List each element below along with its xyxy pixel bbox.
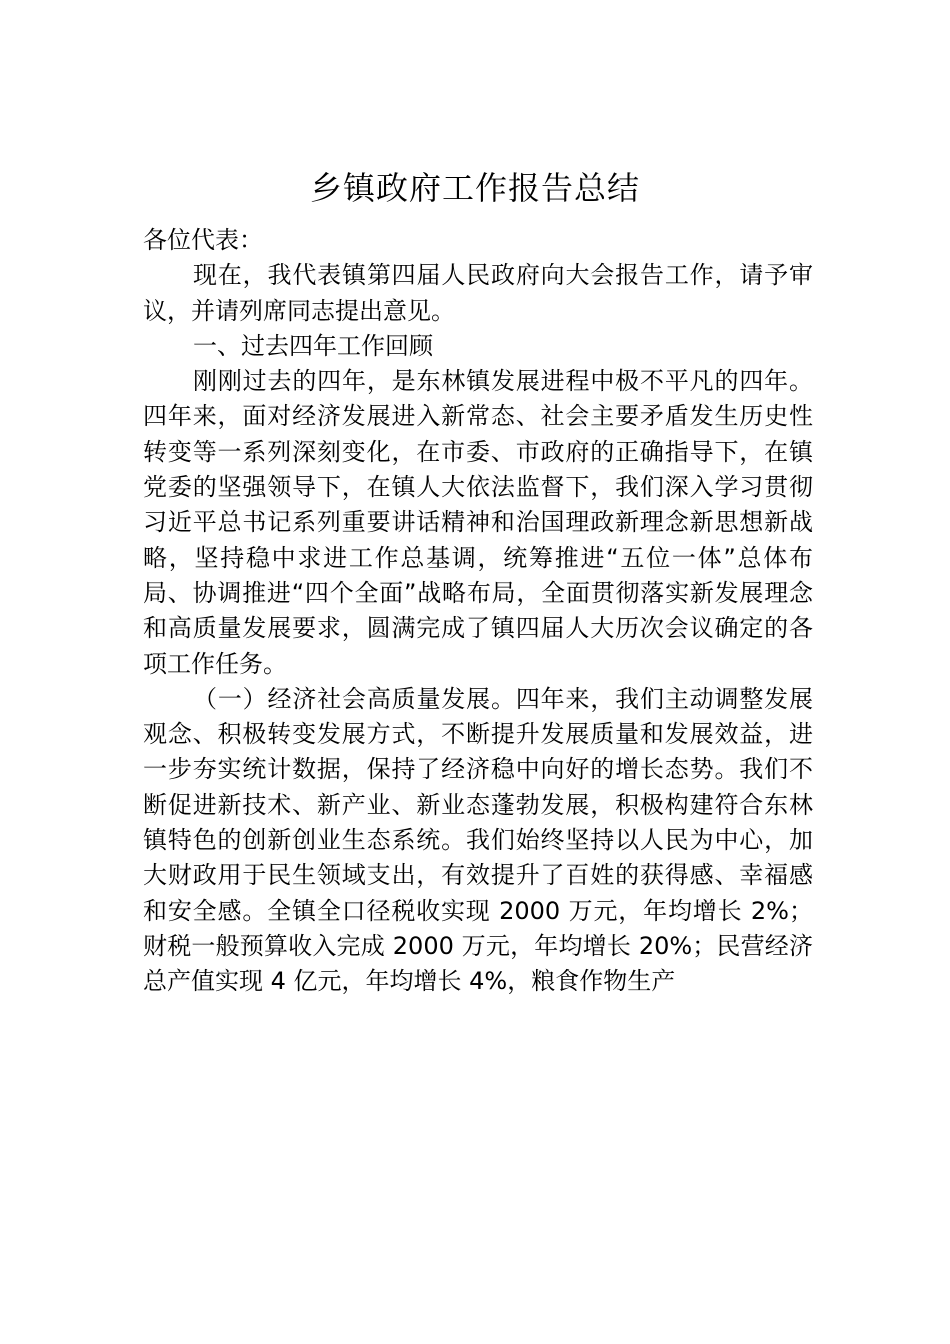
salutation: 各位代表： — [143, 226, 263, 254]
document-title: 乡镇政府工作报告总结 — [309, 169, 640, 207]
section-heading: 一、过去四年工作回顾 — [193, 331, 433, 360]
opening-paragraph: 现在，我代表镇第四届人民政府向大会报告工作，请予审议，并请列席同志提出意见。 — [143, 261, 813, 325]
economy-paragraph: （一）经济社会高质量发展。四年来，我们主动调整发展观念、积极转变发展方式，不断提升发展质量和发展效益，进一步夯实统计数据，保持了经济稳中向好的增长态势。我们不断促进新技术、新产业、新业态蓬勃发展，积极构建符合东林镇特色的创新创业生态系统。我们始终坚持以人民为中心，加大财政用于民生领域支出，有效提升了百姓的获得感、幸福感和安全感。全镇全口径税收实现 2000 万元，年均增长 2%；财税一般预算收入完成 2000 万元，年均增长 20%；民营经济总产值实现 4 亿元，年均增长 4%，粮食作物生产 — [143, 684, 813, 996]
document-body — [143, 223, 813, 1000]
review-paragraph: 刚刚过去的四年，是东林镇发展进程中极不平凡的四年。四年来，面对经济发展进入新常态、社会主要矛盾发生历史性转变等一系列深刻变化，在市委、市政府的正确指导下，在镇党委的坚强领导下，在镇人大依法监督下，我们深入学习贯彻习近平总书记系列重要讲话精神和治国理政新理念新思想新战略，坚持稳中求进工作总基调，统筹推进“五位一体”总体布局、协调推进“四个全面”战略布局，全面贯彻落实新发展理念和高质量发展要求，圆满完成了镇四届人大历次会议确定的各项工作任务。 — [143, 367, 813, 678]
